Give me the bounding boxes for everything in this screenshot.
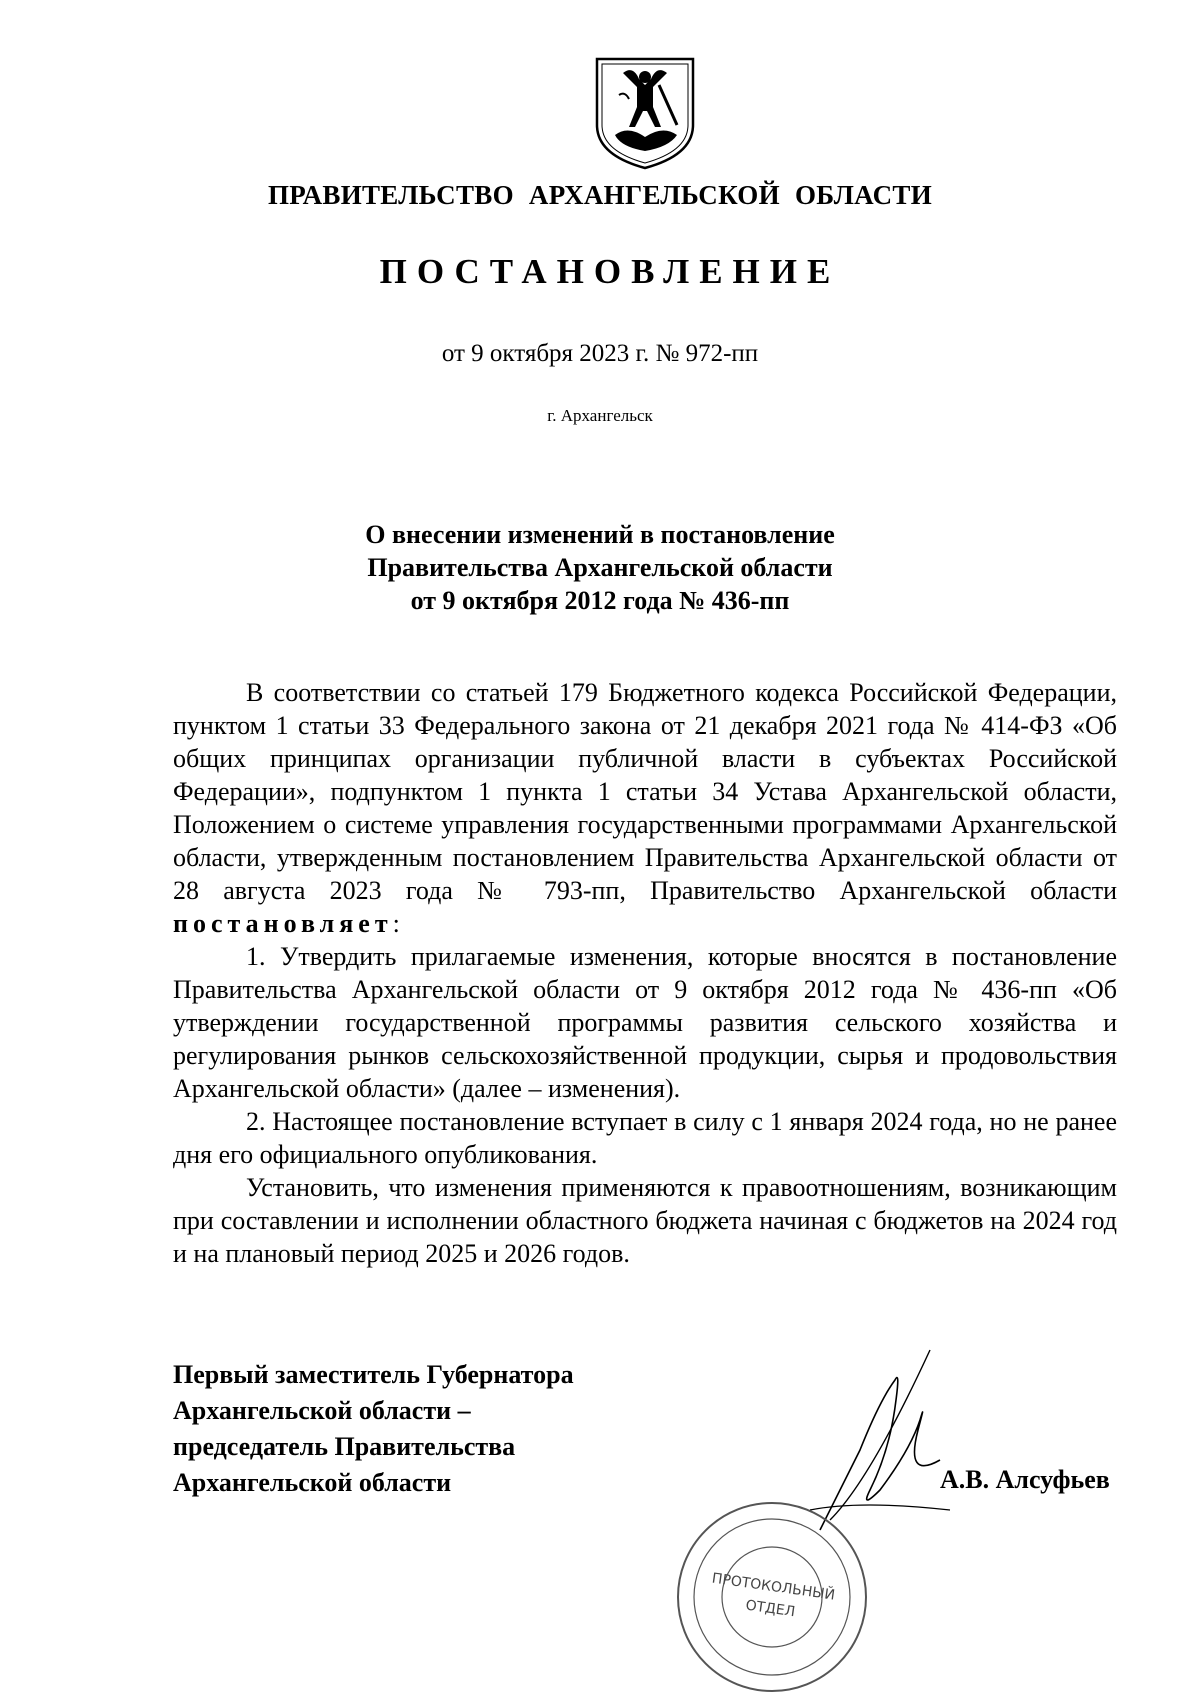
document-city: г. Архангельск (547, 406, 653, 425)
document-type-title: ПОСТАНОВЛЕНИЕ (379, 252, 841, 291)
item-3-paragraph: Установить, что изменения применяются к правоотношениям, возникающим при составлении и исполнении областного бюджета начиная с бюджетов на 2024 год и на плановый период 2025 и 2026 годов. (173, 1173, 1117, 1268)
document-body (173, 676, 1117, 1270)
position-line: Первый заместитель Губернатора (173, 1360, 574, 1389)
preamble-paragraph (173, 676, 1117, 940)
official-stamp (672, 1497, 872, 1697)
decree-colon: : (392, 909, 400, 938)
stamp-center-line1: ПРОТОКОЛЬНЫЙ (710, 1570, 836, 1604)
signatory-position (173, 1357, 574, 1501)
position-line: Архангельской области (173, 1468, 452, 1497)
stamp-center-line2: ОТДЕЛ (744, 1597, 797, 1621)
signatory-name: А.В. Алсуфьев (940, 1465, 1110, 1494)
document-subject (0, 518, 1200, 617)
decree-word: постановляет (173, 909, 393, 938)
coat-of-arms-emblem (593, 55, 697, 171)
government-title: ПРАВИТЕЛЬСТВО АРХАНГЕЛЬСКОЙ ОБЛАСТИ (267, 180, 933, 210)
position-line: Архангельской области – (173, 1396, 471, 1425)
item-1-paragraph: 1. Утвердить прилагаемые изменения, которые вносятся в постановление Правительства Архангельской области от 9 октября 2012 года № 436-пп «Об утверждении государственной программы развития сельского хозяйства и регулирования рынков сельскохозяйственной продукции, сырья и продовольствия Архангельской области» (далее – изменения). (173, 942, 1117, 1103)
document-date-number: от 9 октября 2023 г. № 972-пп (441, 340, 759, 367)
subject-line: Правительства Архангельской области (367, 553, 833, 582)
subject-line: от 9 октября 2012 года № 436-пп (410, 586, 790, 615)
preamble-text: В соответствии со статьей 179 Бюджетного кодекса Российской Федерации, пунктом 1 статьи 33 Федерального закона от 21 декабря 2021 года № 414-ФЗ «Об общих принципах организации публичной власти в субъектах Российской Федерации», подпунктом 1 пункта 1 статьи 34 Устава Архангельской области, Положением о системе управления государственными программами Архангельской области, утвержденным постановлением Правительства Архангельской области от 28 августа 2023 года № 793-пп, Правительство Архангельской области (173, 678, 1117, 905)
position-line: председатель Правительства (173, 1432, 516, 1461)
subject-line: О внесении изменений в постановление (365, 520, 835, 549)
item-2-paragraph: 2. Настоящее постановление вступает в силу с 1 января 2024 года, но не ранее дня его официального опубликования. (173, 1107, 1117, 1169)
